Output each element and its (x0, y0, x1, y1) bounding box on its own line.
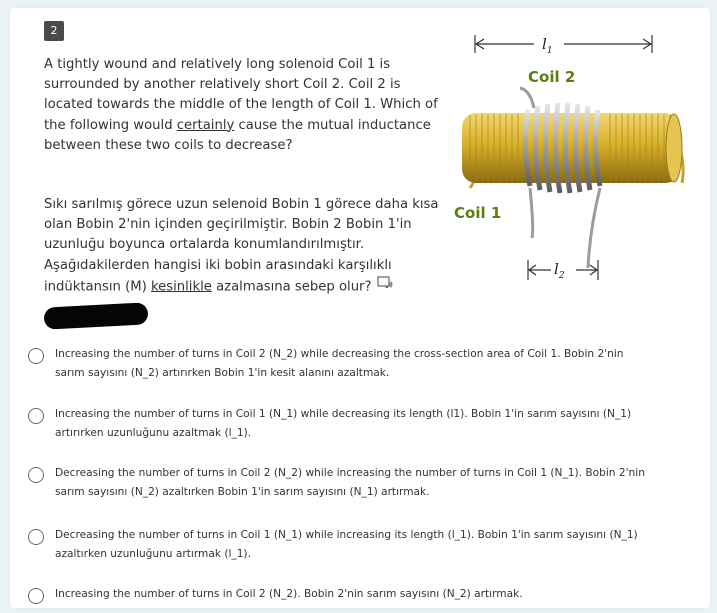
option-2-line-2: artırırken uzunluğunu azaltmak (l_1). (55, 427, 252, 439)
solenoid-diagram (450, 28, 690, 298)
option-4-line-2: azaltırken uzunluğunu artırmak (l_1). (55, 548, 251, 560)
text-to-speech-icon[interactable] (377, 276, 393, 297)
radio-button-icon[interactable] (28, 588, 44, 604)
radio-button-icon[interactable] (28, 529, 44, 545)
question-text-tr-end: azalmasına sebep olur? (216, 279, 372, 295)
radio-button-icon[interactable] (28, 348, 44, 364)
question-text-en-emphasis: certainly (176, 117, 235, 133)
solenoid-figure (450, 28, 690, 298)
coil1-cylinder (462, 113, 680, 183)
option-1-line-2: sarım sayısını (N_2) artırırken Bobin 1'in kesit alanını azaltmak. (55, 367, 390, 379)
l1-label: $l_1$ (542, 35, 553, 56)
option-5-line-1: Increasing the number of turns in Coil 2 (N_2). Bobin 2'nin sarım sayısını (N_2) artırmak. (55, 588, 523, 600)
option-2-line-1: Increasing the number of turns in Coil 1 (N_1) while decreasing its length (l1). Bobin 1'in sarım sayısını (N_1) (55, 408, 632, 420)
length-l1-arrow (475, 35, 652, 53)
question-text-tr-start: Sıkı sarılmış görece uzun selenoid Bobin 1 görece daha kısa olan Bobin 2'nin içinden geçirilmiştir. Bobin 2 Bobin 1'in uzunluğu boyunca ortalarda konumlandırılmıştır. Aşağıdakilerden hangisi iki bobin arasındaki karşılıklı indüktansın (M) (44, 197, 439, 295)
question-text-english (44, 55, 440, 156)
radio-button-icon[interactable] (28, 408, 44, 424)
l2-label: $l_2$ (554, 260, 565, 281)
question-text-tr-emphasis: kesinlikle (150, 279, 212, 295)
option-4-line-1: Decreasing the number of turns in Coil 1 (N_1) while increasing its length (l_1). Bobin 1'in sarım sayısını (N_1) (55, 529, 638, 541)
question-text-en-end: cause the mutual inductance between these two coils to decrease? (44, 117, 431, 153)
option-3-line-2: sarım sayısını (N_2) azaltırken Bobin 1'in sarım sayısını (N_1) artırmak. (55, 486, 430, 498)
option-1-line-1: Increasing the number of turns in Coil 2 (N_2) while decreasing the cross-section area of Coil 1. Bobin 2'nin (55, 348, 624, 360)
question-text-en-start: A tightly wound and relatively long solenoid Coil 1 is surrounded by another relatively short Coil 2. Coil 2 is located towards the middle of the length of Coil 1. Which of the following would (44, 57, 438, 133)
question-number-badge: 2 (44, 21, 64, 41)
question-text-turkish (44, 195, 440, 298)
option-3-line-1: Decreasing the number of turns in Coil 2 (N_2) while increasing the number of turns in Coil 1 (N_1). Bobin 2'nin (55, 467, 645, 479)
radio-button-icon[interactable] (28, 467, 44, 483)
coil1-label: Coil 1 (454, 204, 502, 222)
coil2-label: Coil 2 (528, 68, 576, 86)
